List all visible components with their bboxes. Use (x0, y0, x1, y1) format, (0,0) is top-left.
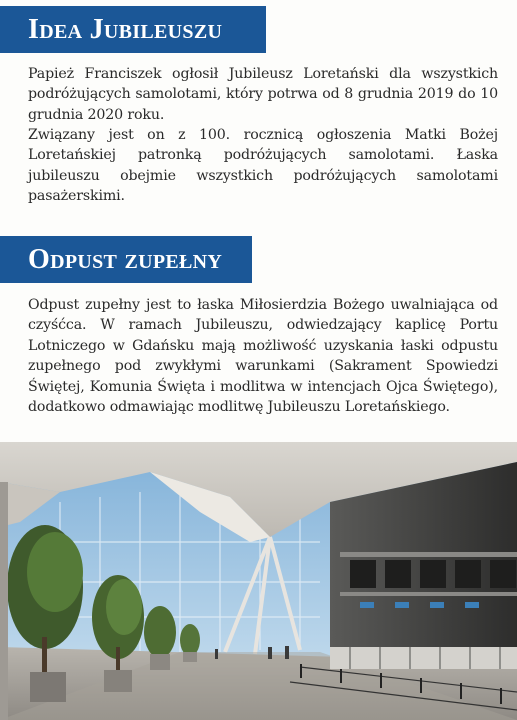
section-heading-text: Idea Jubileuszu (28, 13, 223, 45)
section-heading-odpust-zupelny (0, 236, 252, 283)
airport-terminal-photo (0, 442, 517, 720)
section-heading-text: Odpust zupełny (28, 243, 223, 275)
paragraph-jubilee-announcement: Papież Franciszek ogłosił Jubileusz Loretański dla wszystkich podróżujących samolotami, który potrwa od 8 grudnia 2019 do 10 grudnia 2020 roku. (28, 66, 498, 123)
section-heading-idea-jubileuszu (0, 6, 266, 53)
paragraph-jubilee-patron: Związany jest on z 100. rocznicą ogłoszenia Matki Bożej Loretańskiej patronką podróżujących samolotami. Łaska jubileuszu obejmie wszystkich podróżujących samolotami pasażerskimi. (28, 127, 498, 205)
paragraph-plenary-indulgence: Odpust zupełny jest to łaska Miłosierdzia Bożego uwalniająca od czyśćca. W ramach Jubileuszu, odwiedzający kaplicę Portu Lotniczego w Gdańsku mają możliwość uzyskania łaski odpustu zupełnego pod zwykłymi warunkami (Sakrament Spowiedzi Świętej, Komunia Święta i modlitwa w intencjach Ojca Świętego), dodatkowo odmawiając modlitwę Jubileuszu Loretańskiego. (28, 297, 498, 416)
